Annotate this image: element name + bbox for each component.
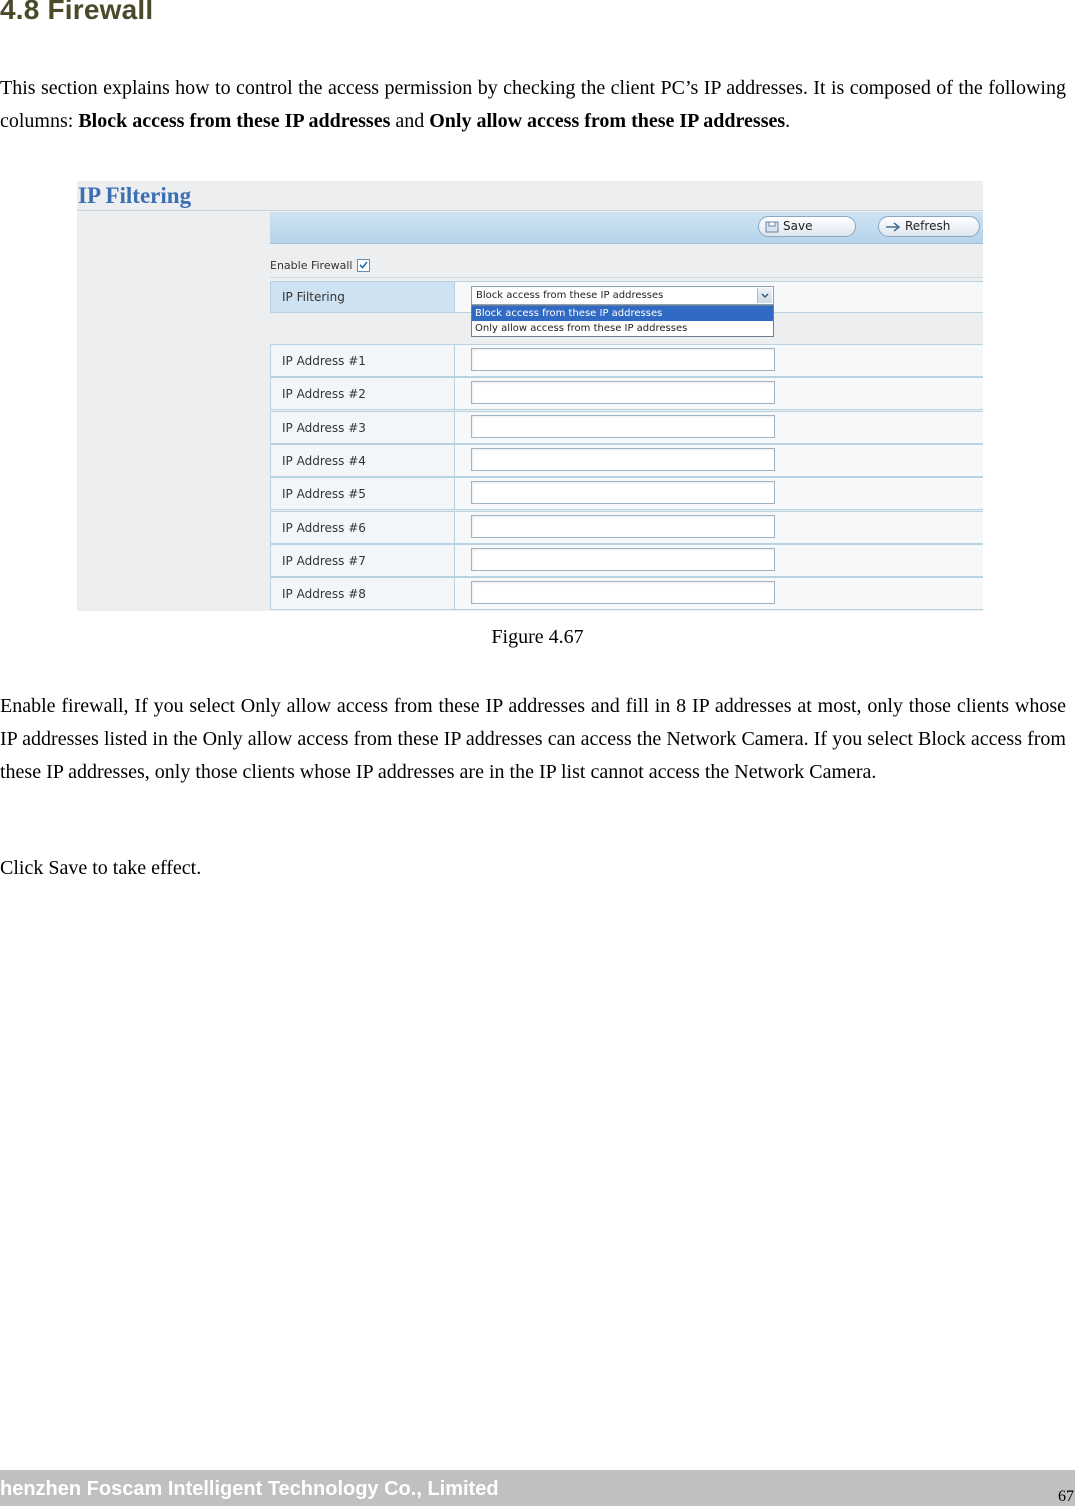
- page-footer: [0, 1470, 1075, 1506]
- ip-filtering-dropdown: [471, 305, 774, 337]
- ip-address-label: IP Address #2: [270, 377, 455, 410]
- intro-text-3: .: [785, 110, 791, 132]
- ip-address-row: [270, 577, 983, 610]
- checkmark-icon: [359, 261, 368, 269]
- figure-caption: Figure 4.67: [491, 626, 584, 648]
- ip-address-input-1[interactable]: [471, 348, 775, 371]
- ip-address-input-4[interactable]: [471, 448, 775, 471]
- explanation-paragraph: Enable firewall, If you select Only allow access from these IP addresses and fill in 8 IP addresses at most, only those clients whose IP addresses listed in the Only allow access from these IP addresses can access the Network Camera. If you select Block access from these IP addresses, only those clients whose IP addresses are in the IP list cannot access the Network Camera.: [0, 695, 1066, 783]
- save-button[interactable]: [758, 216, 856, 237]
- ip-address-row: [270, 444, 983, 477]
- toolbar: [270, 212, 983, 244]
- enable-firewall-label: Enable Firewall: [270, 258, 353, 272]
- ip-address-label: IP Address #5: [270, 477, 455, 510]
- figure-title: IP Filtering: [78, 183, 192, 208]
- divider: [270, 277, 983, 278]
- ip-address-label: IP Address #7: [270, 544, 455, 577]
- ip-address-row: [270, 411, 983, 444]
- dropdown-option-allow[interactable]: Only allow access from these IP addresses: [475, 323, 688, 334]
- page-number: 67: [1058, 1488, 1074, 1505]
- ip-address-input-2[interactable]: [471, 381, 775, 404]
- ip-address-row: [270, 344, 983, 377]
- ip-filtering-figure: [77, 181, 983, 611]
- intro-bold-allow: Only allow access from these IP addresses: [429, 110, 786, 132]
- ip-address-input-7[interactable]: [471, 548, 775, 571]
- ip-address-row: [270, 477, 983, 510]
- refresh-icon: [885, 222, 901, 232]
- refresh-button-label: Refresh: [905, 219, 951, 233]
- chevron-down-icon[interactable]: [757, 288, 772, 303]
- ip-filtering-select-value: Block access from these IP addresses: [476, 290, 664, 301]
- save-icon: [765, 221, 779, 233]
- section-title: 4.8 Firewall: [0, 0, 154, 25]
- save-instruction: Click Save to take effect.: [0, 857, 202, 879]
- figure-title-divider: [77, 210, 983, 211]
- dropdown-option-block[interactable]: Block access from these IP addresses: [472, 306, 773, 321]
- ip-address-row: [270, 377, 983, 410]
- save-button-label: Save: [783, 219, 813, 233]
- enable-firewall-checkbox[interactable]: [357, 259, 370, 272]
- ip-address-label: IP Address #8: [270, 577, 455, 610]
- ip-filtering-select[interactable]: [471, 286, 774, 305]
- refresh-button[interactable]: [878, 216, 980, 237]
- ip-address-label: IP Address #6: [270, 511, 455, 544]
- ip-address-label: IP Address #4: [270, 444, 455, 477]
- enable-firewall-row: [270, 255, 370, 275]
- intro-bold-block: Block access from these IP addresses: [78, 110, 391, 132]
- footer-company: henzhen Foscam Intelligent Technology Co., Limited: [0, 1478, 499, 1500]
- ip-address-row: [270, 544, 983, 577]
- ip-filtering-row: [270, 281, 983, 334]
- intro-text-2: and: [390, 110, 430, 132]
- intro-text-1: This section explains how to control the access permission by checking the client PC’s IP addresses. It is composed of the following columns:: [0, 77, 1066, 132]
- intro-paragraph: [0, 72, 1066, 138]
- ip-filtering-label: IP Filtering: [270, 281, 455, 313]
- ip-address-input-3[interactable]: [471, 415, 775, 438]
- ip-address-label: IP Address #3: [270, 411, 455, 444]
- ip-address-label: IP Address #1: [270, 344, 455, 377]
- ip-address-input-8[interactable]: [471, 581, 775, 604]
- ip-address-row: [270, 511, 983, 544]
- ip-address-input-6[interactable]: [471, 515, 775, 538]
- ip-address-input-5[interactable]: [471, 481, 775, 504]
